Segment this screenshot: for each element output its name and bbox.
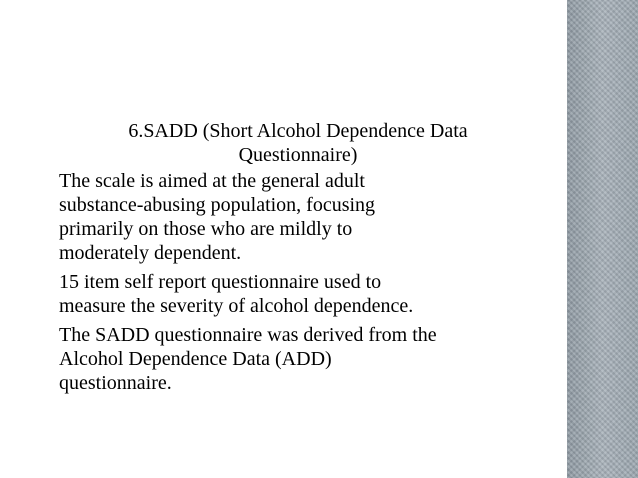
title-line-2: Questionnaire)	[238, 144, 358, 166]
paragraph-derivation	[59, 323, 529, 395]
slide-title	[59, 119, 537, 167]
text-line: moderately dependent.	[59, 242, 242, 264]
text-line: primarily on those who are mildly to	[59, 218, 353, 240]
paragraph-item-count	[59, 270, 529, 318]
text-line: The scale is aimed at the general adult	[59, 170, 365, 192]
text-line: The SADD questionnaire was derived from the	[59, 324, 437, 346]
text-line: Alcohol Dependence Data (ADD)	[59, 348, 332, 370]
paragraph-target-population	[59, 169, 529, 265]
text-line: substance-abusing population, focusing	[59, 194, 376, 216]
text-line: measure the severity of alcohol dependence.	[59, 295, 414, 317]
text-line: questionnaire.	[59, 372, 172, 394]
title-line-1: 6.SADD (Short Alcohol Dependence Data	[128, 120, 468, 142]
text-line: 15 item self report questionnaire used to	[59, 271, 382, 293]
slide-content	[59, 119, 559, 400]
decorative-side-band	[567, 0, 638, 478]
